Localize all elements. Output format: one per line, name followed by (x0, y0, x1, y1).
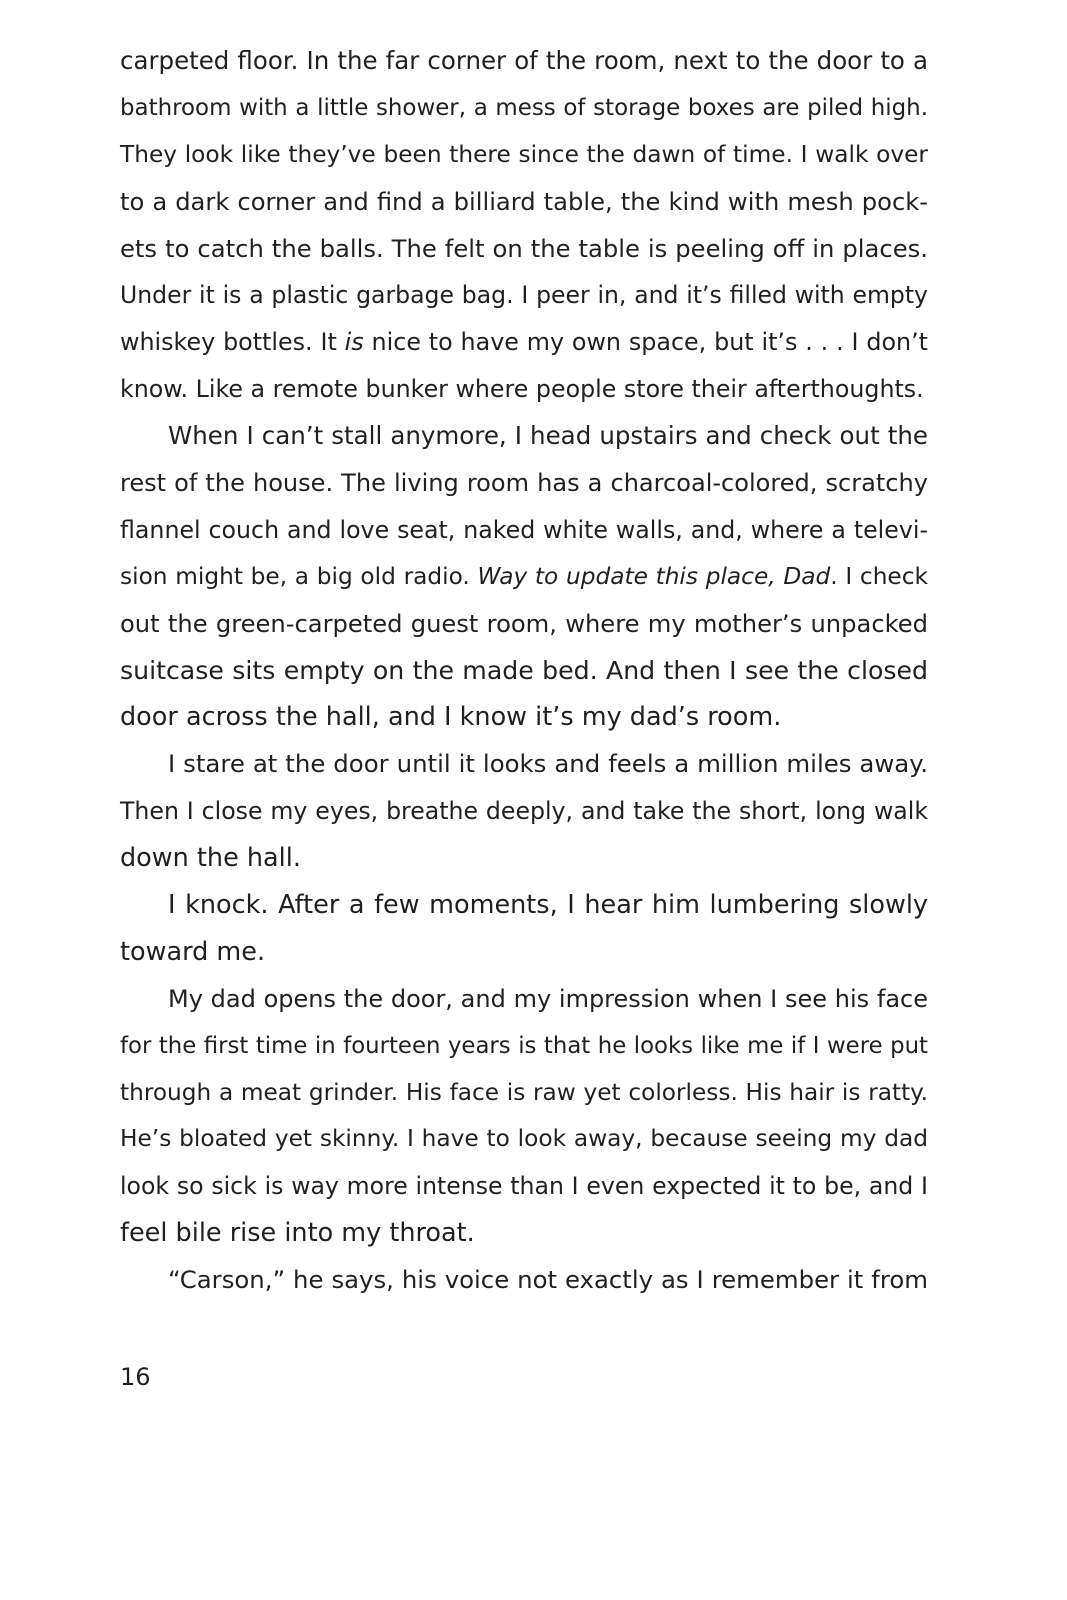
text-line (120, 835, 928, 882)
page-number: 16 (120, 1363, 151, 1391)
text-line (120, 366, 928, 413)
text-line (120, 1116, 928, 1163)
text-line (120, 179, 928, 226)
text-line (120, 1210, 928, 1257)
text-line (120, 413, 928, 460)
italic-text: is (344, 328, 364, 357)
text-line (120, 694, 928, 741)
body-text (120, 38, 928, 1304)
text-segment: know. Like a remote bunker where people store their afterthoughts. (120, 375, 924, 404)
text-segment: flannel couch and love seat, naked white walls, and, where a televi- (120, 515, 928, 544)
text-segment: When I can’t stall anymore, I head upstairs and check out the (168, 421, 928, 451)
text-line (120, 460, 928, 507)
text-line (120, 38, 928, 85)
text-segment: whiskey bottles. It (120, 328, 345, 357)
text-segment: look so sick is way more intense than I even expected it to be, and I (120, 1172, 928, 1201)
text-line (120, 85, 928, 132)
text-segment: They look like they’ve been there since the dawn of time. I walk over (120, 140, 928, 168)
text-segment: through a meat grinder. His face is raw yet colorless. His hair is ratty. (120, 1078, 928, 1106)
text-segment: door across the hall, and I know it’s my dad’s room. (120, 702, 782, 733)
text-segment: He’s bloated yet skinny. I have to look away, because seeing my dad (120, 1125, 928, 1153)
text-line (120, 1163, 928, 1210)
text-segment: ets to catch the balls. The felt on the table is peeling off in places. (120, 233, 928, 263)
text-segment: “Carson,” he says, his voice not exactly as I remember it from (168, 1265, 928, 1295)
text-line (120, 788, 928, 835)
text-segment: to a dark corner and find a billiard table, the kind with mesh pock- (120, 187, 928, 216)
italic-text: Way to update this place, Dad (477, 562, 831, 590)
text-segment: bathroom with a little shower, a mess of storage boxes are piled high. (120, 94, 928, 121)
text-segment: out the green-carpeted guest room, where my mother’s unpacked (120, 609, 928, 638)
text-segment: down the hall. (120, 843, 301, 874)
text-line (120, 132, 928, 179)
text-line (120, 554, 928, 601)
text-line (120, 648, 928, 695)
text-segment: suitcase sits empty on the made bed. And then I see the closed (120, 655, 928, 685)
text-line (120, 1023, 928, 1070)
text-line (120, 319, 928, 366)
text-line (120, 601, 928, 648)
text-segment: for the first time in fourteen years is that he looks like me if I were put (120, 1032, 928, 1059)
text-line (120, 507, 928, 554)
text-segment: Under it is a plastic garbage bag. I peer in, and it’s filled with empty (120, 281, 928, 310)
text-line (120, 929, 928, 976)
text-line (120, 226, 928, 273)
text-segment: sion might be, a big old radio. (120, 562, 478, 590)
text-segment: . I check (830, 562, 928, 590)
text-segment: I knock. After a few moments, I hear him lumbering slowly (168, 890, 928, 921)
text-segment: feel bile rise into my throat. (120, 1218, 475, 1249)
text-segment: Then I close my eyes, breathe deeply, and take the short, long walk (120, 797, 928, 826)
text-line (120, 1070, 928, 1117)
text-segment: rest of the house. The living room has a charcoal-colored, scratchy (120, 469, 928, 498)
text-line (120, 976, 928, 1023)
text-segment: My dad opens the door, and my impression when I see his face (168, 984, 928, 1013)
text-segment: I stare at the door until it looks and feels a million miles away. (168, 749, 928, 779)
text-line (120, 1257, 928, 1304)
text-line (120, 272, 928, 319)
text-segment: carpeted floor. In the far corner of the room, next to the door to a (120, 46, 928, 75)
text-line (120, 882, 928, 929)
text-segment: toward me. (120, 936, 266, 967)
text-line (120, 741, 928, 788)
text-segment: nice to have my own space, but it’s . . . I don’t (363, 328, 928, 357)
